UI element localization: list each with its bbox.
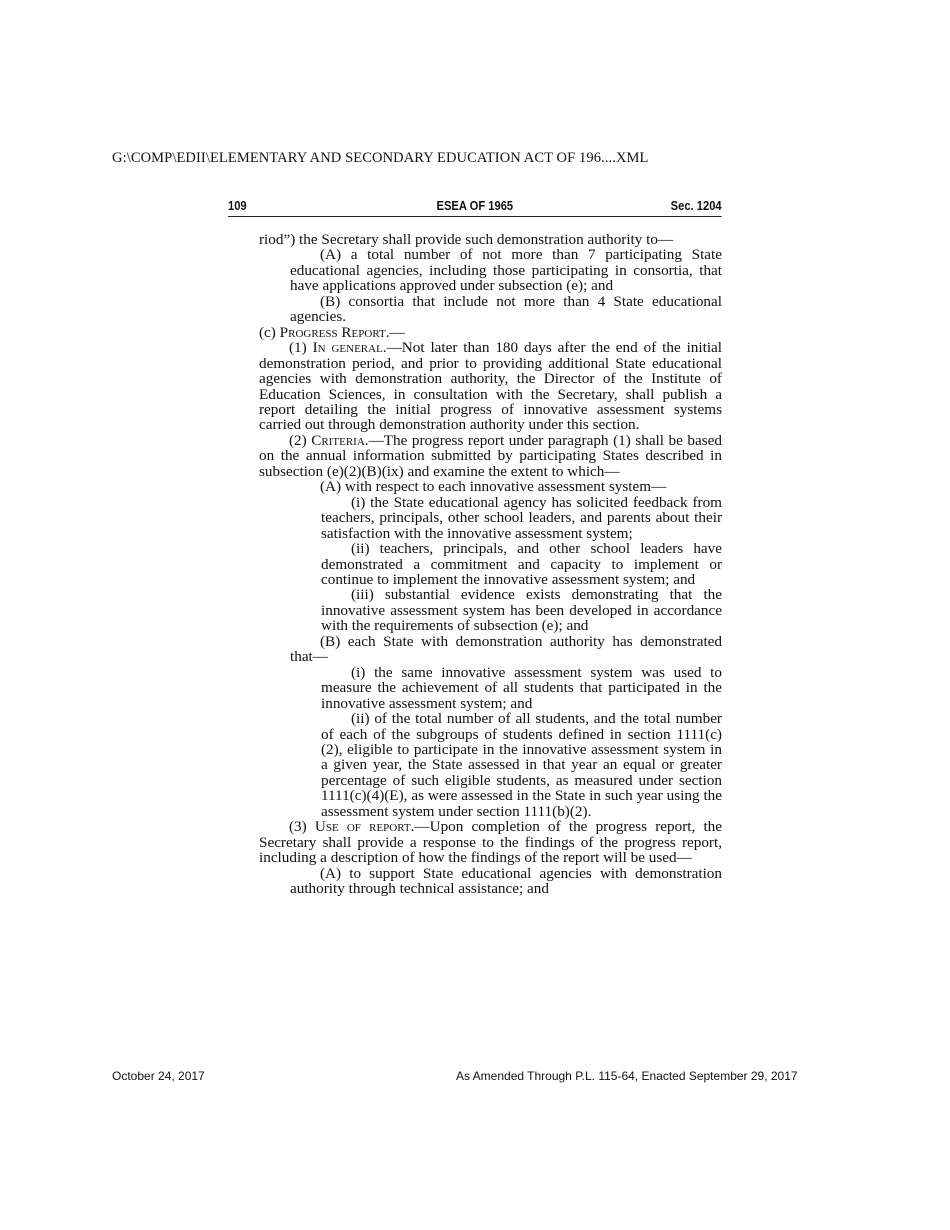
- subsection-heading-paragraph: [259, 325, 722, 340]
- paragraph-heading: In general: [312, 339, 383, 357]
- paragraph-text: .—Not later than 180 days after the end of the initial demonstration period, and prior to providing additional State educational agencies with demonstration authority, the Director of the Institute of Education Sciences, in consultation with the Secretary, shall publish a report detailing the initial progress of innovative assessment systems carried out through demonstration authority under this section.: [259, 339, 722, 434]
- paragraph: [259, 665, 722, 711]
- paragraph-text: .—The progress report under paragraph (1) shall be based on the annual information submitted by participating States described in subsection (e)(2)(B)(ix) and examine the extent to which—: [259, 431, 722, 480]
- footer-date: October 24, 2017: [112, 1069, 205, 1083]
- paragraph: [259, 340, 722, 433]
- paragraph-text: (iii) substantial evidence exists demonstrating that the innovative assessment system has been developed in accordance with the requirements of subsection (e); and: [321, 586, 722, 635]
- paragraph: [259, 711, 722, 819]
- section-number: Sec. 1204: [670, 198, 722, 213]
- paragraph-lead: (1): [289, 339, 313, 357]
- subsection-heading: Progress Report: [279, 323, 386, 341]
- paragraph-text: (B) consortia that include not more than 4 State educational agencies.: [290, 292, 722, 326]
- running-title: ESEA OF 1965: [436, 198, 514, 213]
- file-path: G:\COMP\EDII\ELEMENTARY AND SECONDARY EDUCATION ACT OF 196....XML: [112, 150, 649, 166]
- paragraph-heading: Use of report: [314, 818, 411, 836]
- paragraph: [259, 294, 722, 325]
- paragraph: [259, 433, 722, 479]
- statute-body: [259, 232, 722, 896]
- paragraph-lead: (3): [289, 818, 315, 836]
- paragraph-text: (i) the State educational agency has solicited feedback from teachers, principals, other school leaders, and parents about their satisfaction with the innovative assessment system;: [321, 493, 722, 542]
- paragraph: [259, 232, 722, 247]
- running-head: [228, 198, 722, 217]
- paragraph-lead: (2): [289, 431, 312, 449]
- paragraph-text: .—: [385, 323, 405, 341]
- paragraph-text: (i) the same innovative assessment system was used to measure the achievement of all students that participated in the innovative assessment system; and: [321, 663, 722, 712]
- page-number: 109: [228, 198, 247, 213]
- paragraph-text: .—Upon completion of the progress report, the Secretary shall provide a response to the findings of the progress report, including a description of how the findings of the report will be used—: [259, 818, 722, 867]
- paragraph-text: riod”) the Secretary shall provide such demonstration authority to—: [259, 231, 674, 248]
- footer-amended-note: As Amended Through P.L. 115-64, Enacted September 29, 2017: [456, 1069, 798, 1083]
- paragraph: [259, 866, 722, 897]
- paragraph-heading: Criteria: [311, 431, 365, 449]
- paragraph-text: (A) to support State educational agencies with demonstration authority through technical assistance; and: [290, 864, 722, 898]
- paragraph: [259, 495, 722, 541]
- paragraph: [259, 587, 722, 633]
- paragraph-text: (B) each State with demonstration authority has demonstrated that—: [290, 632, 722, 666]
- paragraph: [259, 247, 722, 293]
- paragraph-text: (ii) teachers, principals, and other school leaders have demonstrated a commitment and capacity to implement or continue to implement the innovative assessment system; and: [321, 540, 722, 588]
- paragraph-text: (ii) of the total number of all students, and the total number of each of the subgroups of students defined in section 1111(c)(2), eligible to participate in the innovative assessment system in a given year, the State assessed in that year an equal or greater percentage of such eligible students, as measured under section 1111(c)(4)(E), as were assessed in the State in such year using the assessment system under section 1111(b)(2).: [321, 710, 722, 820]
- paragraph-text: (A) with respect to each innovative assessment system—: [320, 478, 667, 496]
- paragraph: [259, 479, 722, 494]
- paragraph-lead: (c): [259, 323, 280, 341]
- paragraph: [259, 634, 722, 665]
- paragraph: [259, 541, 722, 587]
- paragraph-text: (A) a total number of not more than 7 participating State educational agencies, including those participating in consortia, that have applications approved under subsection (e); and: [290, 246, 722, 295]
- paragraph: [259, 819, 722, 865]
